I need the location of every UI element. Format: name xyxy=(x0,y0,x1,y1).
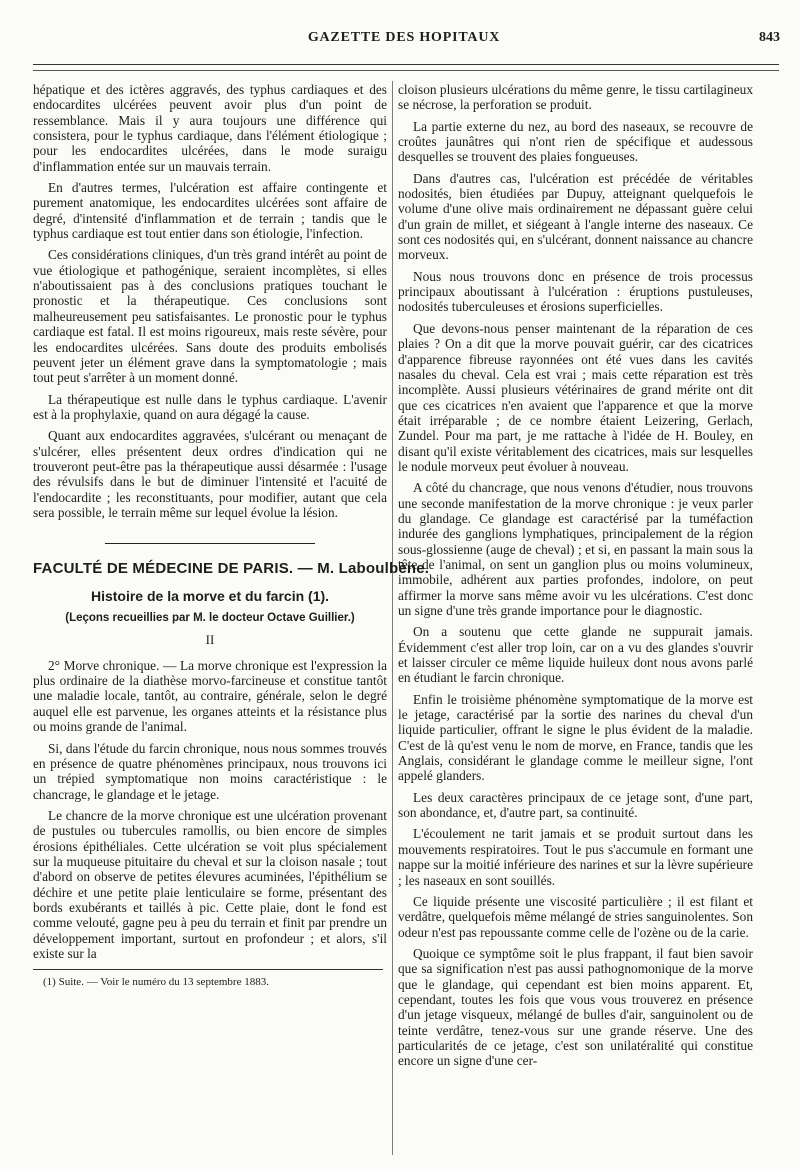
header-rule xyxy=(33,64,779,65)
right-paragraph-5: Que devons-nous penser maintenant de la réparation de ces plaies ? On a dit que la morve pouvait guérir, car des cicatrices d'apparence fibreuse rayonnées ont été vues dans les cavités nasales du cheval. Cela est vrai ; mais cette réparation est très incomplète. Aussi plusieurs vétérinaires de grand mérite ont dit que ces cicatrices n'en avaient que l'apparence et que la morve était irréparable ; de ce nombre étaient Leizering, Gerlach, Zundel. Pour ma part, je me rattache à l'idée de H. Bouley, en disant qu'il existe véritablement des cicatrices, mais sur lesquelles le nodule morveux peut évoluer à nouveau. xyxy=(398,320,753,474)
footnote: (1) Suite. — Voir le numéro du 13 septembre 1883. xyxy=(43,976,269,989)
left-paragraph-7: Si, dans l'étude du farcin chronique, nous nous sommes trouvés en présence de quatre phénomènes principaux, nous trouvons ici un trépied symptomatique non moins caractéristique : le chancrage, le glandage et le jetage. xyxy=(33,740,387,802)
right-paragraph-7: On a soutenu que cette glande ne suppurait jamais. Évidemment c'est aller trop loin, car on a vu des glandes s'ouvrir et laisser circuler ce même liquide huileux dont nous avons parlé en étudiant le farcin chronique. xyxy=(398,624,753,686)
part-number: II xyxy=(205,631,215,647)
right-paragraph-10: L'écoulement ne tarit jamais et se produit surtout dans les mouvements respiratoires. Tout le pus s'accumule en formant une nappe sur la moitié inférieure des narines et sur la lèvre supérieure ; les naseaux en sont souillés. xyxy=(398,826,753,888)
right-paragraph-4: Nous nous trouvons donc en présence de trois processus principaux aboutissant à l'ulcération : éruptions pustuleuses, nodosités tuberculeuses et érosions superficielles. xyxy=(398,268,753,315)
right-paragraph-2: La partie externe du nez, au bord des naseaux, se recouvre de croûtes jaunâtres qui n'ont rien de spécifique et audessous desquelles se trouvent des plaies fongueuses. xyxy=(398,118,753,165)
left-paragraph-3: Ces considérations cliniques, d'un très grand intérêt au point de vue étiologique et pathogénique, seraient incomplètes, si elles n'aboutissaient pas à des conclusions pratiques touchant le pronostic et la thérapeutique. Ces conclusions sont malheureusement peu satisfaisantes. Le pronostic pour le typhus cardiaque est fatal. Il est moins rigoureux, mais reste sévère, pour les endocardites ulcérées. Sans doute des produits embolisés peuvent jeter un élément grave dans la symptomatologie ; mais tout peut s'arrêter à un moment donné. xyxy=(33,247,387,386)
journal-title: GAZETTE DES HOPITAUX xyxy=(307,30,501,45)
right-paragraph-8: Enfin le troisième phénomène symptomatique de la morve est le jetage, caractérisé par la sortie des narines du cheval d'un liquide particulier, offrant le signe le plus évident de la maladie. C'est de là qu'est venu le nom de morve, en France, tandis que les Anglais, considérant le glandage comme le meilleur signe, l'ont appelé glanders. xyxy=(398,691,753,784)
article-title: Histoire de la morve et du farcin (1). xyxy=(90,587,330,604)
right-paragraph-1: cloison plusieurs ulcérations du même genre, le tissu cartilagineux se nécrose, la perforation se produit. xyxy=(398,82,753,113)
left-paragraph-8: Le chancre de la morve chronique est une ulcération provenant de pustules ou tubercules ramollis, ou bien encore de simples érosions épithéliales. Cette ulcération se voit plus spécialement sur la muqueuse pituitaire du cheval et sur la cloison nasale ; tout d'abord on observe de petites élevures acuminées, l'épithélium se déchire et une petite plaie lenticulaire se forme, présentant des bords exubérants et taillés à pic. Cette plaie, dont le fond est comme velouté, gagne peu à peu du terrain et finit par prendre un développement important, surtout en profondeur ; et alors, s'il existe sur la xyxy=(33,807,387,961)
right-paragraph-11: Ce liquide présente une viscosité particulière ; il est filant et verdâtre, quelquefois même mélangé de stries sanguinolentes. Son odeur n'est pas repoussante comme celle de l'ozène ou de la carie. xyxy=(398,893,753,940)
right-column xyxy=(398,82,753,1075)
right-paragraph-9: Les deux caractères principaux de ce jetage sont, d'une part, son abondance, et, d'autre part, sa continuité. xyxy=(398,789,753,821)
section-separator xyxy=(33,534,387,544)
left-paragraph-4: La thérapeutique est nulle dans le typhus cardiaque. L'avenir est à la prophylaxie, quand on aura dégagé la cause. xyxy=(33,391,387,422)
left-paragraph-6: 2° Morve chronique. — La morve chronique est l'expression la plus ordinaire de la diathèse morvo-farcineuse et constitue tantôt une maladie locale, tantôt, au contraire, générale, selon le degré auquel elle est parvenue, les organes atteints et la résistance plus ou moins grande de l'animal. xyxy=(33,657,387,735)
column-divider xyxy=(392,81,393,1155)
article-subtitle: (Leçons recueillies par M. le docteur Octave Guillier.) xyxy=(65,611,355,624)
page-number: 843 xyxy=(759,30,780,45)
page-header xyxy=(28,30,780,54)
footnote-rule xyxy=(33,969,383,970)
header-rule-secondary xyxy=(33,70,779,71)
left-paragraph-1: hépatique et des ictères aggravés, des typhus cardiaques et des endocardites ulcérées peuvent avoir plus d'un point de ressemblance. Mais il y aura toujours une différence qui consistera, pour le typhus cardiaque, dans l'élément étiologique ; pour les endocardites ulcérées, dans le mode suraigu d'inflammation entée sur un mauvais terrain. xyxy=(33,82,387,174)
right-paragraph-12: Quoique ce symptôme soit le plus frappant, il faut bien savoir que sa signification n'est pas aussi pathognomonique de la morve que le glandage, qui cependant est bien moins apparent. Et, cependant, toutes les fois que vous vous trouverez en présence d'un jetage visqueux, mélangé de bulles d'air, sanguinolent ou de teinte verdâtre, tenez-vous sur une grande réserve. Une des particularités de ce jetage, c'est son unilatéralité qui constitue encore un signe d'une cer- xyxy=(398,945,753,1069)
right-paragraph-6: A côté du chancrage, que nous venons d'étudier, nous trouvons une seconde manifestation de la morve chronique : je veux parler du glandage. Ce glandage est caractérisé par la tuméfaction indurée des ganglions lymphatiques, principalement de la région sous-glossienne (auge de cheval) ; et si, en passant la main sous la tête de l'animal, on sent un ganglion plus ou moins volumineux, immobile, adhérent aux parties profondes, indolore, on peut affirmer la morve sans même avoir vu les ulcérations. C'est donc un signe d'une très grande importance pour le diagnostic. xyxy=(398,480,753,618)
left-paragraph-2: En d'autres termes, l'ulcération est affaire contingente et purement anatomique, les endocardites ulcérées sont affaire de degré, d'intensité d'inflammation et de terrain ; tandis que le typhus cardiaque est tout entier dans son étiologie, l'infection. xyxy=(33,180,387,242)
section-heading: FACULTÉ DE MÉDECINE DE PARIS. — M. Laboulbène. xyxy=(33,560,430,578)
left-column xyxy=(33,82,430,990)
left-paragraph-5: Quant aux endocardites aggravées, s'ulcérant ou menaçant de s'ulcérer, elles présentent deux ordres d'indication qui ne trouveront peut-être pas la thérapeutique aussi désarmée : l'usage des révulsifs dans le but de diminuer l'intensité et l'acuité de l'endocardite ; les reconstituants, pour modifier, autant que cela sera possible, le terrain même sur lequel évolue la lésion. xyxy=(33,428,387,520)
right-paragraph-3: Dans d'autres cas, l'ulcération est précédée de véritables nodosités, bien étudiées par Dupuy, atteignant quelquefois le volume d'une olive mais ordinairement ne dépassant guère celui d'un grain de millet, et siégeant à l'angle interne des naseaux. Ce sont ces nodosités qui, en s'ulcérant, donnent naissance au chancre morveux. xyxy=(398,170,753,263)
